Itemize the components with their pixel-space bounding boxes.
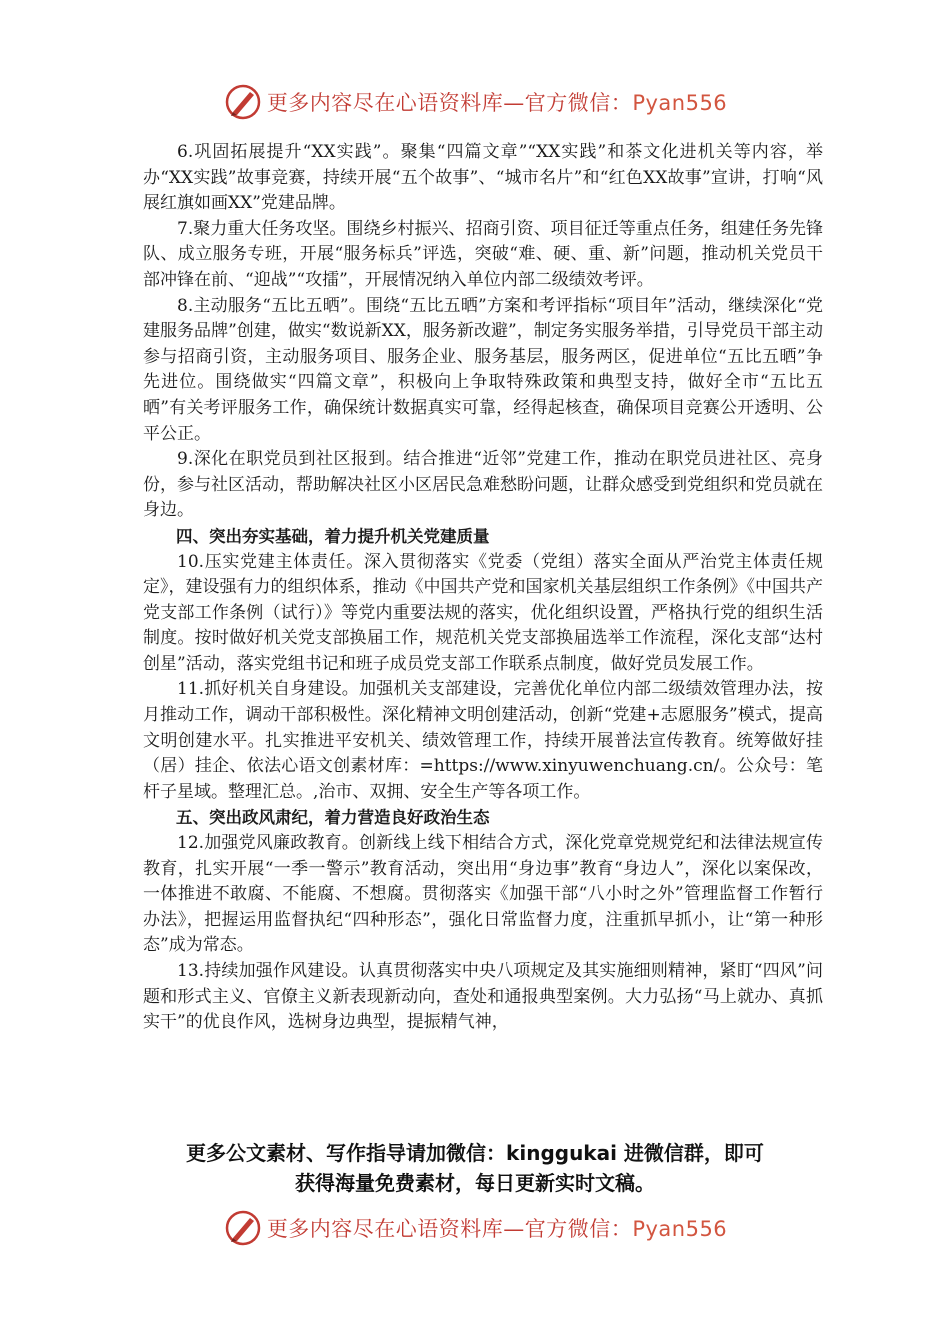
paragraph: 13.持续加强作风建设。认真贯彻落实中央八项规定及其实施细则精神，紧盯“四风”问题和形式主义、官僚主义新表现新动向，查处和通报典型案例。大力弘扬“马上就办、真抓实干”的优良作风，选树身边典型，提振精气神，	[143, 961, 823, 1033]
banner-text: 更多内容尽在心语资料库—官方微信：	[266, 91, 633, 115]
promo-line-2: 获得海量免费素材，每日更新实时文稿。	[295, 1171, 655, 1195]
paragraph: 8.主动服务“五比五晒”。围绕“五比五晒”方案和考评指标“项目年”活动，继续深化“党建服务品牌”创建，做实“数说新XX，服务新改避”，制定务实服务举措，引导党员干部主动参与招商引资，主动服务项目、服务企业、服务基层，服务两区，促进单位“五比五晒”争先进位。围绕做实“四篇文章”，积极向上争取特殊政策和典型支持，做好全市“五比五晒”有关考评服务工作，确保统计数据真实可靠，经得起核查，确保项目竞赛公开透明、公平公正。	[143, 295, 823, 444]
paragraph: 6.巩固拓展提升“XX实践”。聚集“四篇文章”“XX实践”和茶文化进机关等内容，举办“XX实践”故事竞赛，持续开展“五个故事”、“城市名片”和“红色XX故事”宣讲，打响“风展红旗如画XX”党建品牌。	[143, 142, 823, 214]
section-heading: 四、突出夯实基础，着力提升机关党建质量	[176, 526, 490, 546]
footer-banner-text: 更多内容尽在心语资料库—官方微信：	[266, 1217, 633, 1241]
paragraph: 11.抓好机关自身建设。加强机关支部建设，完善优化单位内部二级绩效管理办法，按月推动工作，调动干部积极性。深化精神文明创建活动，创新“党建+志愿服务”模式，提高文明创建水平。扎实推进平安机关、绩效管理工作，持续开展普法宣传教育。统筹做好挂（居）挂企、依法心语文创素材库：=https://www.xinyuwenchuang.cn/。公众号：笔杆子星域。整理汇总。,治市、双拥、安全生产等各项工作。	[143, 679, 823, 802]
section-heading: 五、突出政风肃纪，着力营造良好政治生态	[176, 808, 490, 828]
promo-notice	[100, 1138, 850, 1198]
paragraph: 7.聚力重大任务攻坚。围绕乡村振兴、招商引资、项目征迁等重点任务，组建任务先锋队、成立服务专班，开展“服务标兵”评选，突破“难、硬、重、新”问题，推动机关党员干部冲锋在前、“迎战”“攻擂”，开展情况纳入单位内部二级绩效考评。	[143, 218, 823, 290]
paragraph: 9.深化在职党员到社区报到。结合推进“近邻”党建工作，推动在职党员进社区、亮身份，参与社区活动，帮助解决社区小区居民急难愁盼问题，让群众感受到党组织和党员就在身边。	[143, 449, 823, 521]
document-body	[143, 140, 823, 1036]
footer-banner-wechat-id: Pyan556	[632, 1217, 728, 1241]
paragraph: 10.压实党建主体责任。深入贯彻落实《党委（党组）落实全面从严治党主体责任规定》，建设强有力的组织体系，推动《中国共产党和国家机关基层组织工作条例》《中国共产党支部工作条例（试行）》等党内重要法规的落实，优化组织设置，严格执行党的组织生活制度。按时做好机关党支部换届工作，规范机关党支部换届选举工作流程，深化支部“达村创星”活动，落实党组书记和班子成员党支部工作联系点制度，做好党员发展工作。	[143, 551, 823, 674]
footer-banner	[0, 1206, 950, 1250]
pen-logo-icon	[223, 1208, 263, 1248]
paragraph: 12.加强党风廉政教育。创新线上线下相结合方式，深化党章党规党纪和法律法规宣传教育，扎实开展“一季一警示”教育活动，突出用“身边事”教育“身边人”，深化以案保改，一体推进不敢腐、不能腐、不想腐。贯彻落实《加强干部“八小时之外”管理监督工作暂行办法》，把握运用监督执纪“四种形态”，强化日常监督力度，注重抓早抓小，让“第一种形态”成为常态。	[143, 833, 823, 956]
header-banner	[0, 80, 950, 124]
pen-logo-icon	[223, 82, 263, 122]
banner-wechat-id: Pyan556	[632, 91, 728, 115]
promo-line-1: 更多公文素材、写作指导请加微信：kinggukai 进微信群，即可	[186, 1141, 764, 1165]
